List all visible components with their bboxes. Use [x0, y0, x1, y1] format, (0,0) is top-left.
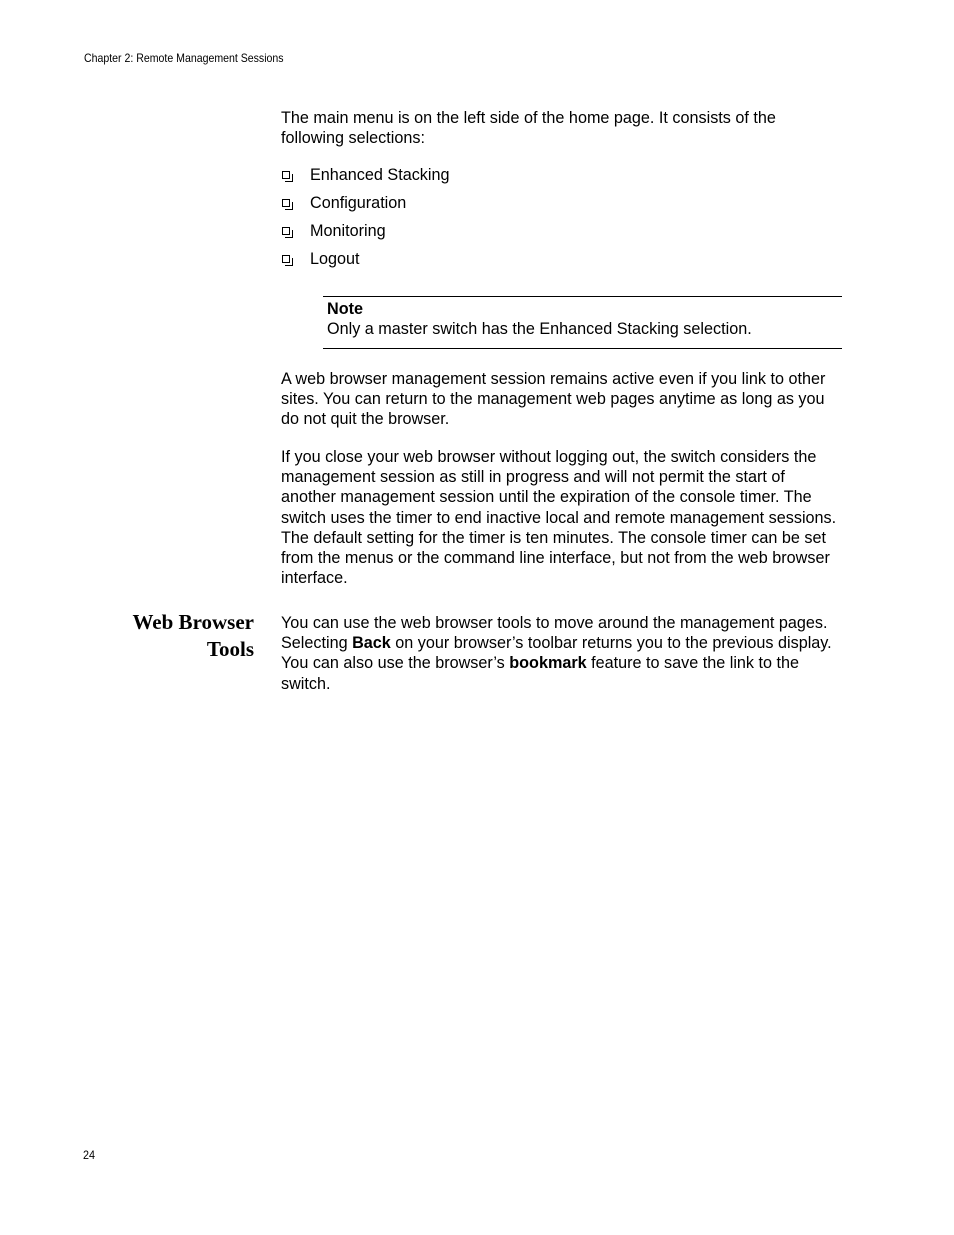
main-menu-list — [281, 165, 450, 277]
section-heading-line: Web Browser — [132, 610, 254, 634]
bookmark-term: bookmark — [509, 654, 587, 673]
list-item-label: Logout — [310, 250, 360, 268]
page-number: 24 — [83, 1148, 96, 1162]
section-heading — [132, 609, 254, 663]
list-item — [281, 193, 450, 221]
back-term: Back — [352, 634, 391, 653]
box-bullet-icon — [282, 227, 290, 235]
session-active-paragraph: A web browser management session remains active even if you link to other sites. You can return to the management web pages anytime as long as you do not quit the browser. — [281, 370, 826, 429]
web-browser-tools-paragraph — [281, 613, 843, 694]
list-item-label: Monitoring — [310, 222, 386, 240]
note-text: Only a master switch has the Enhanced Stacking selection. — [327, 320, 752, 339]
list-item — [281, 165, 450, 193]
box-bullet-icon — [282, 171, 290, 179]
text-run: on your browser’s toolbar returns you to the previous display. You can also use the browser’s — [281, 634, 832, 673]
intro-paragraph: The main menu is on the left side of the home page. It consists of the following selections: — [281, 109, 776, 148]
close-browser-paragraph: If you close your web browser without logging out, the switch considers the management session as still in progress and will not permit the start of another management session until the expiration of the console timer. The switch uses the timer to end inactive local and remote management sessions. The default setting for the timer is ten minutes. The console timer can be set from the menus or the command line interface, but not from the web browser interface. — [281, 448, 837, 588]
chapter-header: Chapter 2: Remote Management Sessions — [84, 51, 284, 65]
text-run: You can use the web browser tools to move around the management pages. Selecting — [281, 614, 828, 653]
list-item-label: Enhanced Stacking — [310, 166, 450, 184]
list-item — [281, 221, 450, 249]
text-run: feature to save the link to the switch. — [281, 654, 800, 693]
box-bullet-icon — [282, 255, 290, 263]
list-item-label: Configuration — [310, 194, 407, 212]
section-heading-line: Tools — [206, 637, 254, 661]
box-bullet-icon — [282, 199, 290, 207]
note-title: Note — [327, 300, 363, 318]
list-item — [281, 249, 450, 277]
note-box — [323, 296, 842, 349]
